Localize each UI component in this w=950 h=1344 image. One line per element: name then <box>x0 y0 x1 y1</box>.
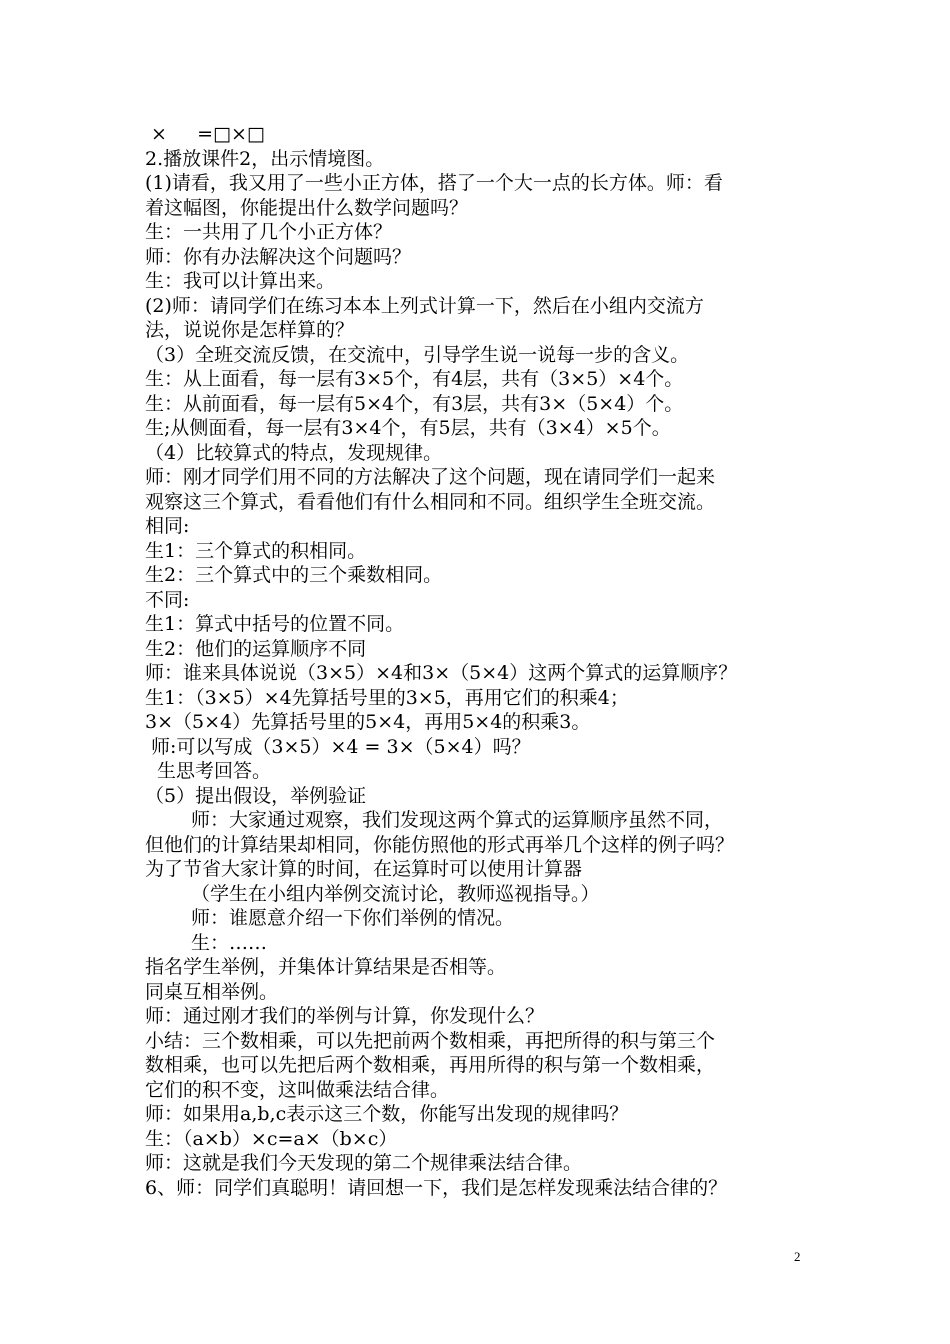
text-line: 生2：三个算式中的三个乘数相同。 <box>145 564 443 586</box>
text-line: 数相乘，也可以先把后两个数相乘，再用所得的积与第一个数相乘， <box>145 1054 716 1076</box>
text-line: 生：（a×b）×c=a×（b×c） <box>145 1127 398 1150</box>
text-line: 生：从上面看，每一层有3×5个，有4层，共有（3×5）×4个。 <box>145 368 684 390</box>
text-line: 生1：算式中括号的位置不同。 <box>145 613 405 635</box>
text-line: （4）比较算式的特点，发现规律。 <box>145 441 443 464</box>
text-line: 师：谁愿意介绍一下你们举例的情况。 <box>191 907 515 929</box>
text-line: （3）全班交流反馈，在交流中，引导学生说一说每一步的含义。 <box>145 343 690 366</box>
text-line: 相同: <box>145 515 190 537</box>
text-line: 生1：三个算式的积相同。 <box>145 539 367 562</box>
text-line: 不同: <box>145 588 190 611</box>
text-line: 生：我可以计算出来。 <box>145 270 336 292</box>
text-line: 2.播放课件2，出示情境图。 <box>145 147 385 170</box>
text-line: × =□×□ <box>151 123 265 145</box>
text-line: 师：如果用a,b,c表示这三个数，你能写出发现的规律吗？ <box>145 1103 629 1125</box>
text-line: 生思考回答。 <box>157 760 272 782</box>
text-line: 法，说说你是怎样算的？ <box>145 319 355 341</box>
text-line: 生1：（3×5）×4先算括号里的3×5，再用它们的积乘4； <box>145 686 629 709</box>
text-line: （学生在小组内举例交流讨论，教师巡视指导。） <box>191 882 600 905</box>
text-line: (2)师：请同学们在练习本本上列式计算一下，然后在小组内交流方 <box>145 294 704 317</box>
text-line: 师:可以写成（3×5）×4 = 3×（5×4）吗？ <box>151 735 531 758</box>
text-line: 师：你有办法解决这个问题吗？ <box>145 245 412 268</box>
text-line: 生：…… <box>191 931 268 954</box>
text-line: 但他们的计算结果却相同，你能仿照他的形式再举几个这样的例子吗？ <box>145 833 735 856</box>
text-line: 生：一共用了几个小正方体？ <box>145 221 393 243</box>
text-line: 师：大家通过观察，我们发现这两个算式的运算顺序虽然不同， <box>191 809 724 831</box>
text-line: 6、师：同学们真聪明！请回想一下，我们是怎样发现乘法结合律的？ <box>145 1176 728 1199</box>
text-line: 为了节省大家计算的时间，在运算时可以使用计算器 <box>145 858 583 880</box>
text-line: 师：这就是我们今天发现的第二个规律乘法结合律。 <box>145 1152 583 1174</box>
text-line: 生2：他们的运算顺序不同 <box>145 637 367 660</box>
text-line: 着这幅图，你能提出什么数学问题吗？ <box>145 196 469 219</box>
text-line: 3×（5×4）先算括号里的5×4，再用5×4的积乘3。 <box>145 711 591 733</box>
text-line: (1)请看，我又用了一些小正方体，搭了一个大一点的长方体。师：看 <box>145 172 723 194</box>
text-line: 生：从前面看，每一层有5×4个，有3层，共有3×（5×4）个。 <box>145 392 684 415</box>
text-line: 生;从侧面看，每一层有3×4个，有5层，共有（3×4）×5个。 <box>145 417 671 439</box>
text-line: 指名学生举例，并集体计算结果是否相等。 <box>145 956 507 978</box>
document-body <box>145 122 825 1200</box>
text-line: （5）提出假设，举例验证 <box>145 784 367 807</box>
text-line: 师：谁来具体说说（3×5）×4和3×（5×4）这两个算式的运算顺序？ <box>145 662 738 684</box>
text-line: 师：通过刚才我们的举例与计算，你发现什么？ <box>145 1005 545 1027</box>
page-number: 2 <box>794 1249 801 1264</box>
text-line: 小结：三个数相乘，可以先把前两个数相乘，再把所得的积与第三个 <box>145 1029 716 1052</box>
text-line: 同桌互相举例。 <box>145 980 279 1003</box>
text-line: 它们的积不变，这叫做乘法结合律。 <box>145 1078 450 1101</box>
text-line: 师：刚才同学们用不同的方法解决了这个问题，现在请同学们一起来 <box>145 466 716 488</box>
text-line: 观察这三个算式，看看他们有什么相同和不同。组织学生全班交流。 <box>145 490 716 513</box>
